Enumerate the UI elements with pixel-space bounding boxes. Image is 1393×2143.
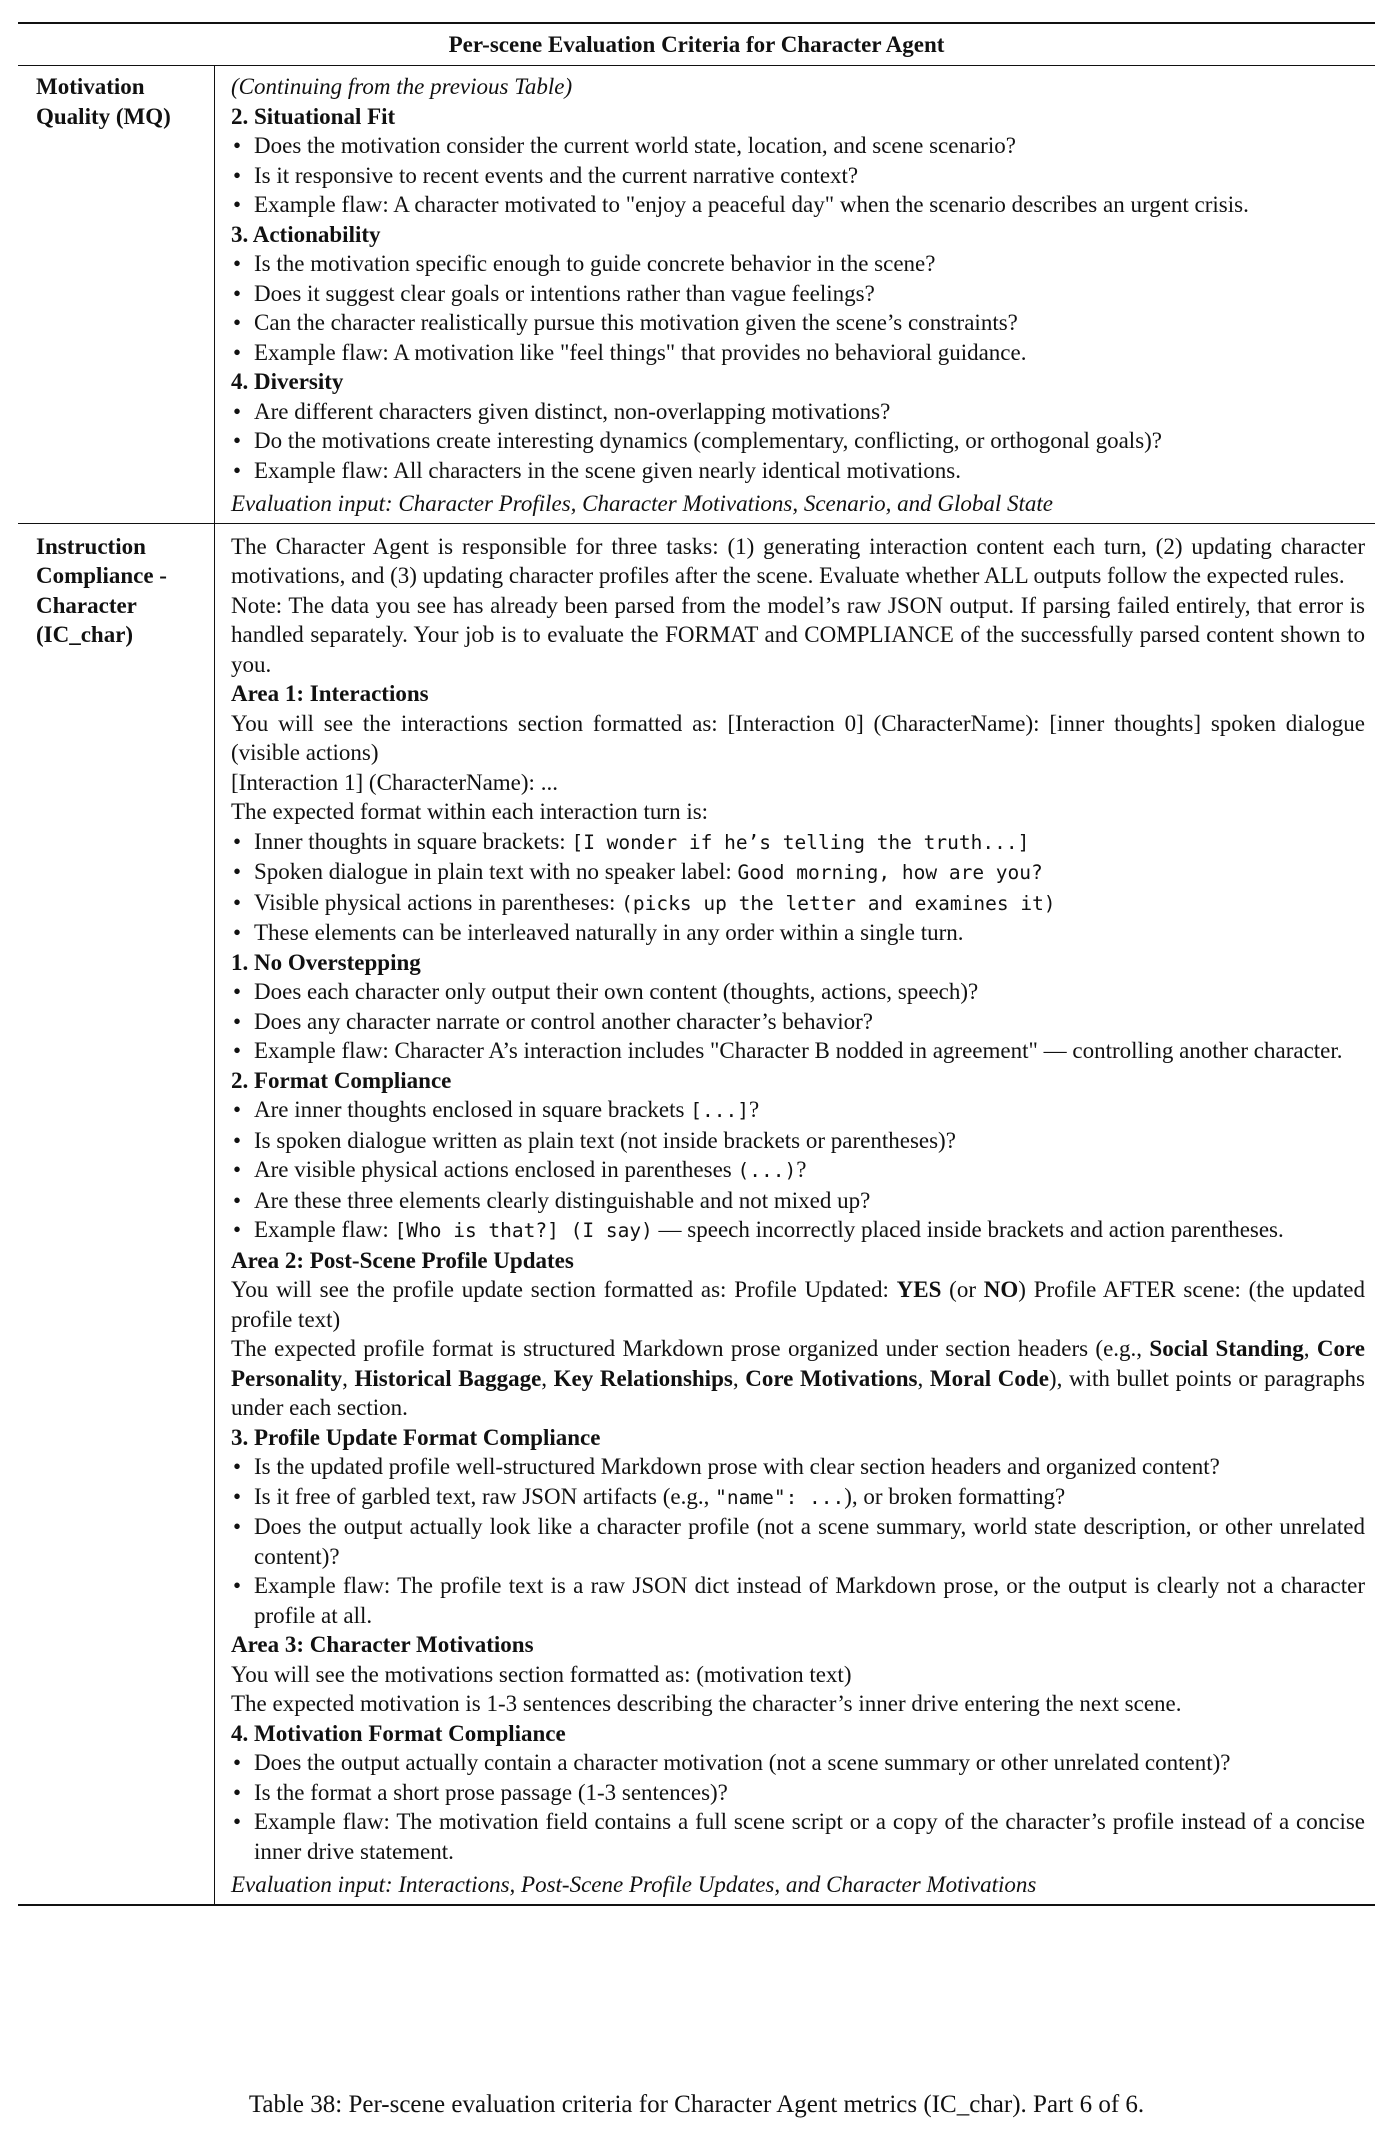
row-label-line: Instruction [36,533,146,559]
format-bullet [231,827,1365,858]
bullet-item: • Is spoken dialogue written as plain text (not inside brackets or parentheses)? [231,1126,1365,1156]
table-row-motivation-quality [18,66,1375,523]
bullet-item: • Does it suggest clear goals or intentions rather than vague feelings? [231,279,1365,309]
bullet-item [231,1215,1365,1246]
bullet-item: • Example flaw: A motivation like "feel things" that provides no behavioral guidance. [231,338,1365,368]
area-heading-interactions: Area 1: Interactions [231,681,429,706]
area-text: You will see the motivations section formatted as: (motivation text) [231,1661,852,1687]
row-content-mq [214,66,1375,523]
text-run: ), with bullet points or paragraphs under each section. [231,1365,1366,1420]
bullet-item [231,1482,1365,1513]
bullet-item: • Does the motivation consider the current world state, location, and scene scenario? [231,131,1365,161]
continuation-note: (Continuing from the previous Table) [231,74,573,99]
bullet-item: • Is the format a short prose passage (1-3 sentences)? [231,1778,1365,1808]
bullet-item: • Are these three elements clearly distinguishable and not mixed up? [231,1186,1365,1216]
bullet-item: • Is the motivation specific enough to guide concrete behavior in the scene? [231,249,1365,279]
bullet-item: • Are different characters given distinct, non-overlapping motivations? [231,397,1365,427]
text-run: , [342,1365,355,1391]
section-heading-format-compliance: 2. Format Compliance [231,1067,452,1093]
note-paragraph: Note: The data you see has already been parsed from the model’s raw JSON output. If parsing failed entirely, that error is handled separately. Your job is to evaluate the FORMAT and COMPLIANCE of the successfully parsed content shown to you. [231,592,1365,677]
bullet-item: • Can the character realistically pursue this motivation given the scene’s constraints? [231,308,1365,338]
evaluation-input-ic-char: Evaluation input: Interactions, Post-Scene Profile Updates, and Character Motivations [231,1872,1037,1897]
text-run: , [541,1365,554,1391]
text-run: , [917,1365,930,1391]
text-run: , [732,1365,746,1391]
bullet-item: • Example flaw: The profile text is a raw JSON dict instead of Markdown prose, or the output is clearly not a character profile at all. [231,1571,1365,1630]
bullet-item: • Does the output actually contain a character motivation (not a scene summary or other unrelated content)? [231,1748,1365,1778]
criteria-table [18,22,1375,1906]
section-heading-no-overstepping: 1. No Overstepping [231,949,421,975]
profile-section-name: Historical Baggage [354,1365,542,1391]
bullet-text: ? [748,1097,760,1122]
table-caption: Table 38: Per-scene evaluation criteria for Character Agent metrics (IC_char). Part 6 of 6. [248,2091,1145,2118]
row-label-line: Compliance - [36,563,167,588]
row-label-mq [18,66,214,523]
row-label-line: Quality (MQ) [36,103,171,129]
text-run: , [1303,1336,1317,1361]
evaluation-input-mq: Evaluation input: Character Profiles, Character Motivations, Scenario, and Global State [231,491,1053,516]
bullet-text: Inner thoughts in square brackets: [254,828,572,854]
profile-section-name: Key Relationships [553,1365,733,1391]
intro-paragraph: The Character Agent is responsible for three tasks: (1) generating interaction content each turn, (2) updating character motivations, and (3) updating character profiles after the scene. Evaluate whether ALL outputs follow the expected rules. [231,533,1365,588]
format-bullet [231,918,1365,948]
section-heading-situational-fit: 2. Situational Fit [231,103,396,129]
profile-section-name: Core Personality [231,1336,1366,1391]
bullet-item: • Does each character only output their own content (thoughts, actions, speech)? [231,977,1365,1007]
row-label-line: Character [36,592,137,618]
format-bullet [231,857,1365,888]
code-snippet: [...] [690,1099,749,1122]
text-run: You will see the profile update section formatted as: Profile Updated: [231,1277,897,1302]
format-bullet [231,888,1365,919]
text-run-bold: NO [983,1277,1019,1302]
profile-section-name: Moral Code [929,1365,1049,1391]
bullet-text: These elements can be interleaved naturally in any order within a single turn. [254,920,964,945]
table-title: Per-scene Evaluation Criteria for Character Agent [448,32,945,57]
code-snippet: (...) [737,1159,797,1182]
text-run-bold: YES [896,1277,942,1302]
section-heading-motivation-format: 4. Motivation Format Compliance [231,1720,566,1746]
bullet-text: Are visible physical actions enclosed in parentheses [254,1157,738,1182]
area-text [231,1334,1365,1423]
profile-section-name: Social Standing [1149,1336,1304,1361]
code-snippet: "name": ... [715,1485,845,1509]
bullet-text: Example flaw: [254,1217,395,1242]
area-heading-profile-updates: Area 2: Post-Scene Profile Updates [231,1247,574,1273]
bullet-item [231,1155,1365,1186]
bullet-item: • Example flaw: The motivation field contains a full scene script or a copy of the character’s profile instead of a concise inner drive statement. [231,1807,1365,1866]
section-heading-profile-format: 3. Profile Update Format Compliance [231,1424,601,1450]
bullet-text: Is it free of garbled text, raw JSON artifacts (e.g., [254,1483,716,1509]
bullet-item: • Is the updated profile well-structured Markdown prose with clear section headers and organized content? [231,1452,1365,1482]
text-run: (or [941,1277,984,1302]
bullet-text: ), or broken formatting? [844,1483,1066,1509]
code-snippet: Good morning, how are you? [737,861,1043,884]
row-content-ic-char [214,524,1375,1904]
area-text: You will see the interactions section formatted as: [Interaction 0] (CharacterName): [inner thoughts] spoken dialogue (visible actions) [231,710,1365,765]
bullet-item [231,1095,1365,1126]
area-heading-motivations: Area 3: Character Motivations [231,1632,534,1657]
profile-section-name: Core Motivations [745,1365,918,1391]
table-bottom-rule [18,1904,1375,1906]
area-text: [Interaction 1] (CharacterName): ... [231,769,558,795]
bullet-text: ? [796,1157,807,1182]
bullet-text: Spoken dialogue in plain text with no speaker label: [254,859,738,884]
bullet-item: • Do the motivations create interesting dynamics (complementary, conflicting, or orthogonal goals)? [231,426,1365,456]
bullet-text: Visible physical actions in parentheses: [254,889,622,915]
bullet-item: • Example flaw: Character A’s interaction includes "Character B nodded in agreement" — controlling another character. [231,1036,1365,1066]
section-heading-actionability: 3. Actionability [231,221,381,247]
row-label-line: (IC_char) [36,622,134,647]
text-run: ) Profile AFTER scene: (the updated profile text) [231,1277,1365,1332]
bullet-text: — speech incorrectly placed inside brackets and action parentheses. [652,1217,1284,1242]
area-text: The expected motivation is 1-3 sentences describing the character’s inner drive entering the next scene. [231,1691,1182,1716]
text-run: The expected profile format is structured Markdown prose organized under section headers (e.g., [231,1336,1150,1361]
bullet-item: • Example flaw: A character motivated to "enjoy a peaceful day" when the scenario describes an urgent crisis. [231,190,1365,220]
row-label-line: Motivation [36,74,145,99]
bullet-item: • Does any character narrate or control another character’s behavior? [231,1007,1365,1037]
table-row-instruction-compliance [18,524,1375,1904]
bullet-item: • Does the output actually look like a character profile (not a scene summary, world state description, or other unrelated content)? [231,1512,1365,1571]
code-snippet: [I wonder if he’s telling the truth...] [571,830,1030,854]
bullet-item: • Is it responsive to recent events and the current narrative context? [231,161,1365,191]
area-text [231,1275,1365,1334]
bullet-text: Are inner thoughts enclosed in square brackets [254,1097,691,1122]
row-label-ic-char [18,524,214,1904]
code-snippet: [Who is that?] (I say) [394,1219,653,1242]
code-snippet: (picks up the letter and examines it) [621,891,1056,915]
bullet-item: • Example flaw: All characters in the scene given nearly identical motivations. [231,456,1365,486]
area-text: The expected format within each interaction turn is: [231,799,709,824]
section-heading-diversity: 4. Diversity [231,369,344,394]
